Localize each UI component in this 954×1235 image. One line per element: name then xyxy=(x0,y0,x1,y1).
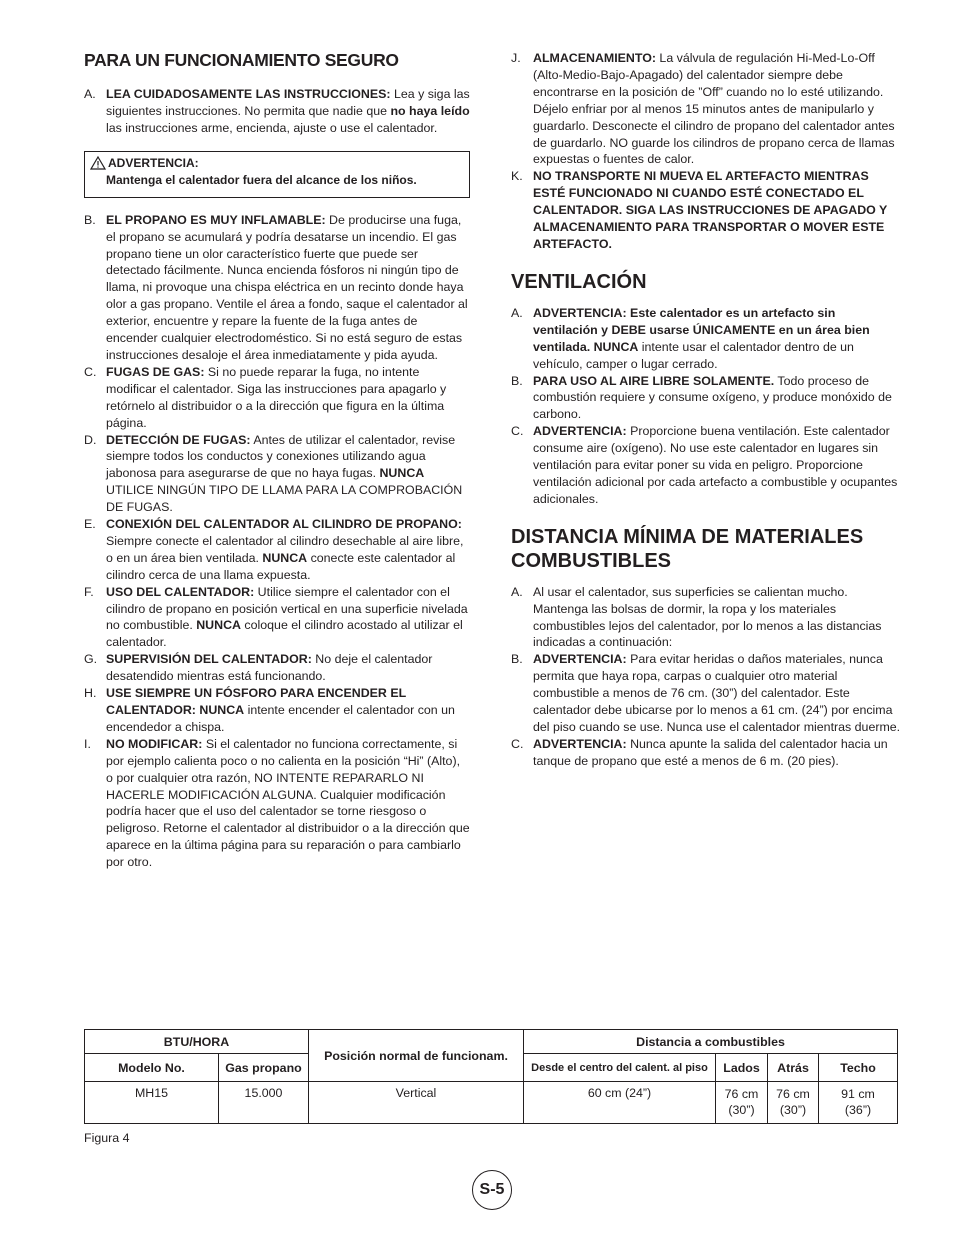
list-item: J. ALMACENAMIENTO: La válvula de regulación Hi-Med-Lo-Off (Alto-Medio-Bajo-Apagado) del calentador siempre debe encontrarse en la posición de ”Off” cuando no lo esté utilizando. Déjelo enfriar por al menos 15 minutos antes de manipularlo y guardarlo. Desconecte el cilindro de propano del calentador antes de guardarlo. NO guarde los cilindros de propano cerca de llamas expuestas o fuentes de calor. xyxy=(511,51,895,167)
table-header-gas: Gas propano xyxy=(219,1054,309,1082)
table-header-sides: Lados xyxy=(716,1054,768,1082)
list-item: E. CONEXIÓN DEL CALENTADOR AL CILINDRO DE PROPANO: Siempre conecte el calentador al cilindro desechable al aire libre, o en un área bien ventilada. NUNCA conecte este calentador al cilindro cerca de una llama expuesta. xyxy=(84,517,464,582)
list-item: A. LEA CUIDADOSAMENTE LAS INSTRUCCIONES: Lea y siga las siguientes instrucciones. No permita que nadie que no haya leído las instrucciones arme, encienda, ajuste o use el calentador. xyxy=(84,87,470,135)
table-cell: Vertical xyxy=(309,1082,524,1124)
warning-title: ADVERTENCIA: xyxy=(108,155,199,170)
section-heading-ventilation: VENTILACIÓN xyxy=(511,270,647,293)
warning-text: Mantenga el calentador fuera del alcance de los niños. xyxy=(106,172,417,187)
list-item: F. USO DEL CALENTADOR: Utilice siempre el calentador con el cilindro de propano en posición vertical en una superficie nivelada no combustible. NUNCA coloque el cilindro acostado al utilizar el calentador. xyxy=(84,584,468,650)
page-number: S-5 xyxy=(472,1170,512,1210)
list-item: A. ADVERTENCIA: Este calentador es un artefacto sin ventilación y DEBE usarse ÚNICAMENTE en un área bien ventilada. NUNCA intente usar el calentador dentro de un vehículo, camper o lugar cerrado. xyxy=(511,305,870,371)
list-item: D. DETECCIÓN DE FUGAS: Antes de utilizar el calentador, revise siempre todos los conductos y conexiones utilizando agua jabonosa para asegurarse de que no haya fugas. NUNCA UTILICE NINGÚN TIPO DE LLAMA PARA LA COMPROBACIÓN DE FUGAS. xyxy=(84,432,463,515)
table-cell: 60 cm (24”) xyxy=(524,1082,716,1124)
table-header-distance: Distancia a combustibles xyxy=(524,1030,898,1054)
table-cell: 15.000 xyxy=(219,1082,309,1124)
table-header-btu: BTU/HORA xyxy=(85,1030,309,1054)
section-heading-min-distance: DISTANCIA MÍNIMA DE MATERIALES COMBUSTIBLES xyxy=(511,525,864,572)
list-item: K. NO TRANSPORTE NI MUEVA EL ARTEFACTO MIENTRAS ESTÉ FUNCIONADO NI CUANDO ESTÉ CONECTADO EL CALENTADOR. SIGA LAS INSTRUCCIONES DE APAGADO Y ALMACENAMIENTO PARA TRANSPORTAR O MOVER ESTE ARTEFACTO. xyxy=(511,169,888,251)
table-header-floor: Desde el centro del calent. al piso xyxy=(524,1054,716,1082)
list-item: C. ADVERTENCIA: Nunca apunte la salida del calentador hacia un tanque de propano que esté a menos de 6 m. (20 pies). xyxy=(511,736,888,768)
warning-box xyxy=(84,151,470,198)
section-heading-safe-operation: PARA UN FUNCIONAMIENTO SEGURO xyxy=(84,50,399,70)
table-cell: 91 cm (36”) xyxy=(819,1082,898,1124)
list-item: B. EL PROPANO ES MUY INFLAMABLE: De producirse una fuga, el propano se acumulará y podría desatarse un incendio. El gas propano tiene un olor característico fuerte que puede ser detectado fácilmente. Nunca encienda fósforos ni ningún tipo de llama, ni provoque una chispa eléctrica en un recinto donde haya olor a gas propano. Ventile el área a fondo, saque el calentador al exterior, encuentre y repare la fuente de la fuga antes de encender cualquier electrodoméstico. Si no está seguro de estas instrucciones desaloje el área inmediatamente y pida ayuda. xyxy=(84,212,468,362)
list-item: C. ADVERTENCIA: Proporcione buena ventilación. Este calentador consume aire (oxígeno). No use este calentador en lugares sin ventilación para evitar poner su vida en peligro. Proporcione ventilación adicional por cada artefacto a combustible y ocupantes adicionales. xyxy=(511,424,898,506)
left-column xyxy=(84,50,470,871)
table-header-position: Posición normal de funcionam. xyxy=(309,1030,524,1082)
list-item: G. SUPERVISIÓN DEL CALENTADOR: No deje el calentador desatendido mientras está funcionando. xyxy=(84,652,433,684)
table-row xyxy=(85,1082,898,1124)
table-header-back: Atrás xyxy=(768,1054,819,1082)
warning-triangle-icon xyxy=(90,156,106,170)
table-cell: MH15 xyxy=(85,1082,219,1124)
list-item: C. FUGAS DE GAS: Si no puede reparar la fuga, no intente modificar el calentador. Siga las instrucciones para apagarlo y retórnelo al distribuidor o a la dirección que figura en la última página. xyxy=(84,364,447,430)
table-header-model: Modelo No. xyxy=(85,1054,219,1082)
table-cell: 76 cm (30”) xyxy=(768,1082,819,1124)
list-item: H. USE SIEMPRE UN FÓSFORO PARA ENCENDER EL CALENTADOR: NUNCA intente encender el calentador con un encendedor a chispa. xyxy=(84,686,455,734)
list-item: I. NO MODIFICAR: Si el calentador no funciona correctamente, si por ejemplo calienta poco o no calienta en la posición “Hi” (Alto), o por cualquier otra razón, NO INTENTE REPARARLO NI HACERLE MODIFICACIÓN ALGUNA. Cualquier modificación podría hacer que el uso del calentador se torne riesgoso o peligroso. Retorne el calentador al distribuidor o a la dirección que aparece en la última página para su reparación o para cambiarlo por otro. xyxy=(84,736,470,870)
table-header-ceiling: Techo xyxy=(819,1054,898,1082)
table-cell: 76 cm (30”) xyxy=(716,1082,768,1124)
item-letter: A. xyxy=(84,87,96,101)
list-item: A. Al usar el calentador, sus superficies se calientan mucho. Mantenga las bolsas de dormir, la ropa y los materiales combustibles lejos del calentador, por lo menos a las distancias indicadas a continuación: xyxy=(511,584,882,650)
list-item: B. PARA USO AL AIRE LIBRE SOLAMENTE. Todo proceso de combustión requiere y consume oxígeno, y produce monóxido de carbono. xyxy=(511,373,892,422)
figure-caption: Figura 4 xyxy=(84,1131,130,1145)
clearance-table xyxy=(84,1029,898,1124)
list-item: B. ADVERTENCIA: Para evitar heridas o daños materiales, nunca permita que haya ropa, carpas o cualquier otro material combustible a menos de 76 cm. (30”) del calentador. Este calentador debe ubicarse por lo menos a 61 cm. (24”) por encima del piso cuando se use. Nunca use el calentador mientras duerme. xyxy=(511,652,901,734)
right-column xyxy=(511,50,901,770)
